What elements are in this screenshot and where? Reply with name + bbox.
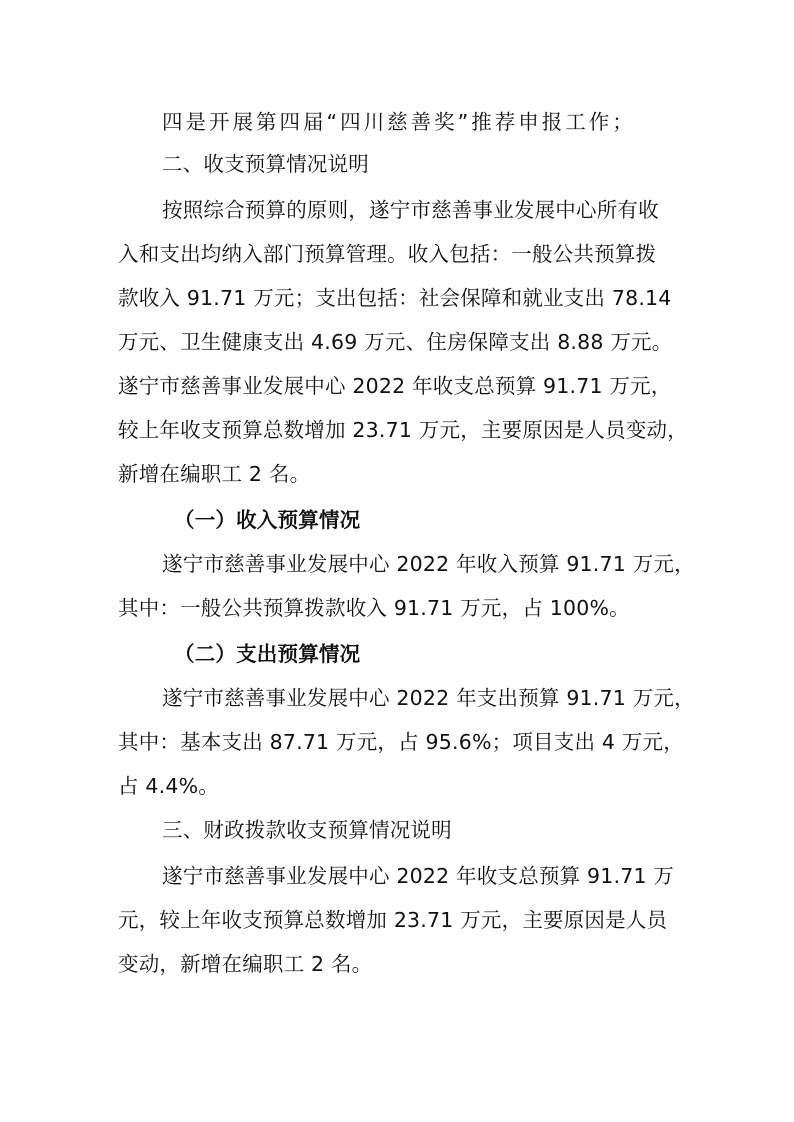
paragraph-line: 较上年收支预算总数增加 23.71 万元，主要原因是人员变动， <box>118 418 688 442</box>
paragraph-line: 遂宁市慈善事业发展中心 2022 年支出预算 91.71 万元， <box>162 686 695 710</box>
subheading-expense-budget: （二）支出预算情况 <box>174 642 361 666</box>
paragraph-line: 占 4.4%。 <box>118 774 219 798</box>
paragraph-line: 新增在编职工 2 名。 <box>118 462 311 486</box>
paragraph-line: 遂宁市慈善事业发展中心 2022 年收支总预算 91.71 万 <box>162 864 675 888</box>
paragraph-line: 万元、卫生健康支出 4.69 万元、住房保障支出 8.88 万元。 <box>118 330 673 354</box>
paragraph-line: 遂宁市慈善事业发展中心 2022 年收支总预算 91.71 万元， <box>118 374 672 398</box>
paragraph-line: 按照综合预算的原则，遂宁市慈善事业发展中心所有收 <box>162 198 659 222</box>
paragraph-line: 款收入 91.71 万元；支出包括：社会保障和就业支出 78.14 <box>118 286 672 310</box>
paragraph-line: 元，较上年收支预算总数增加 23.71 万元，主要原因是人员 <box>118 908 668 932</box>
section-heading-fiscal-appropriation: 三、财政拨款收支预算情况说明 <box>162 818 452 842</box>
paragraph-line: 其中：基本支出 87.71 万元，占 95.6%；项目支出 4 万元， <box>118 730 684 754</box>
work-item-line: 四是开展第四届“四川慈善奖”推荐申报工作； <box>162 110 636 134</box>
paragraph-line: 入和支出均纳入部门预算管理。收入包括：一般公共预算拨 <box>118 242 657 266</box>
paragraph-line: 其中：一般公共预算拨款收入 91.71 万元，占 100%。 <box>118 596 630 620</box>
paragraph-line: 遂宁市慈善事业发展中心 2022 年收入预算 91.71 万元， <box>162 552 695 576</box>
section-heading-budget-overview: 二、收支预算情况说明 <box>162 152 369 176</box>
subheading-income-budget: （一）收入预算情况 <box>174 508 361 532</box>
paragraph-line: 变动，新增在编职工 2 名。 <box>118 952 373 976</box>
